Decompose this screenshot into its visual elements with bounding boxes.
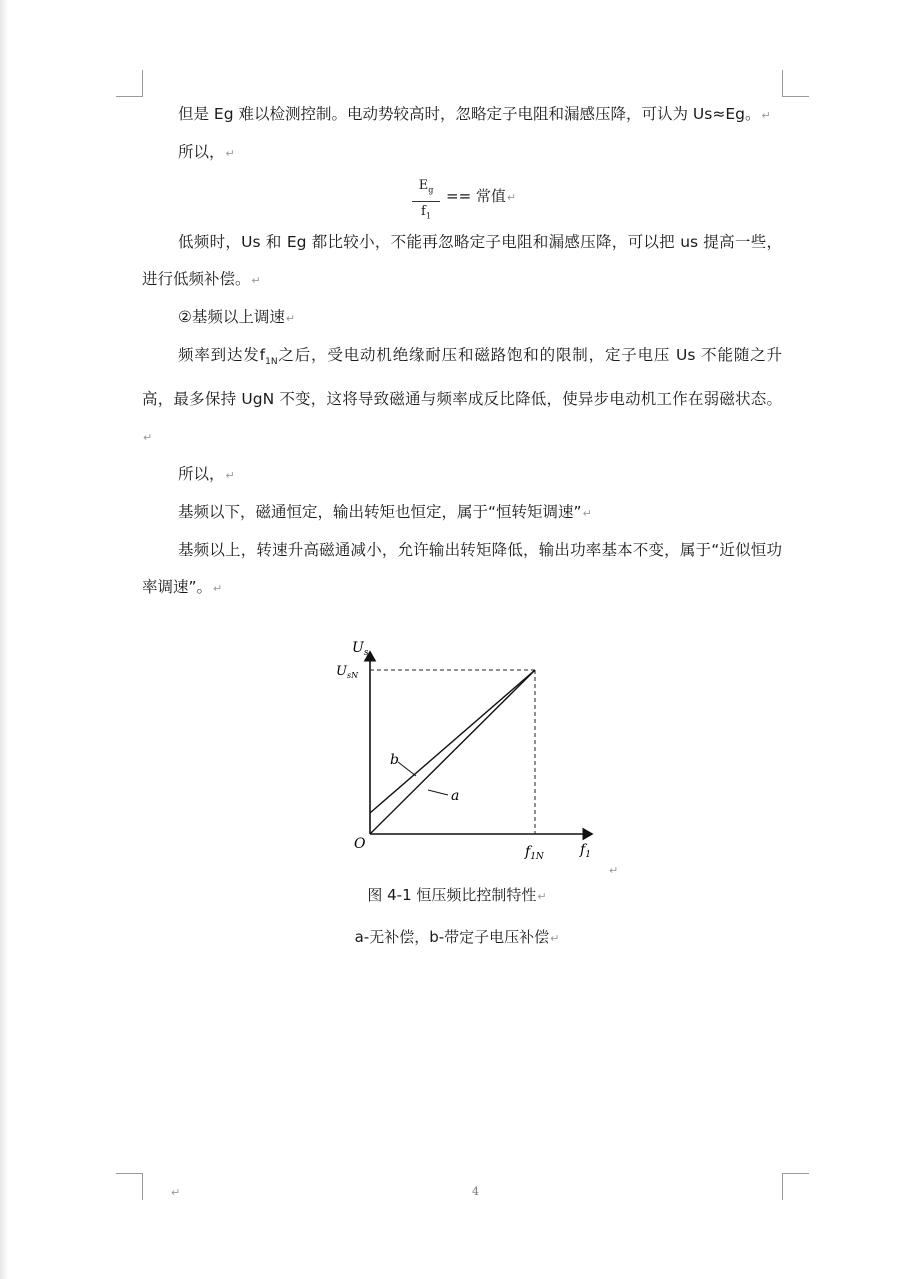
- figure-legend-caption: a-无补偿，b-带定子电压补偿↵: [354, 928, 560, 946]
- paragraph-mark: ↵: [550, 932, 560, 945]
- leader-a: [428, 790, 448, 795]
- paragraph-mark: ↵: [143, 431, 153, 445]
- paragraph-7: 基频以下，磁通恒定，输出转矩也恒定，属于“恒转矩调速”↵: [178, 503, 592, 522]
- paragraph-3: 低频时，Us 和 Eg 都比较小，不能再忽略定子电阻和漏感压降，可以把 us 提高一些，进行低频补偿。↵: [142, 233, 782, 288]
- paragraph-mark: ↵: [537, 890, 547, 903]
- x-tick-label: $f_{1N}$: [525, 844, 544, 862]
- line-b-label: b: [390, 752, 399, 768]
- crop-mark-bottom-left: [116, 1173, 143, 1200]
- vf-characteristic-figure: [330, 630, 620, 880]
- paragraph-8: 基频以上，转速升高磁通减小，允许输出转矩降低，输出功率基本不变，属于“近似恒功率调速”。↵: [142, 541, 782, 597]
- paragraph-mark: ↵: [506, 191, 517, 204]
- page-number: 4: [472, 1185, 479, 1198]
- figure-caption: 图 4-1 恒压频比控制特性↵: [367, 886, 547, 904]
- crop-mark-top-right: [782, 70, 809, 97]
- origin-label: O: [354, 836, 366, 852]
- body-text: [142, 96, 782, 607]
- crop-mark-top-left: [116, 70, 143, 97]
- formula-fraction: $\frac{E_g}{f_1}$: [412, 176, 440, 226]
- crop-mark-bottom-right: [782, 1173, 809, 1200]
- y-tick-label: $U_{sN}$: [336, 664, 359, 680]
- paragraph-mark: ↵: [225, 147, 235, 160]
- y-axis-label: $U_s$: [352, 640, 369, 658]
- x-axis-label: $f_1$: [580, 842, 591, 860]
- paragraph-mark: ↵: [213, 582, 223, 596]
- paragraph-mark: ↵: [225, 469, 235, 483]
- paragraph-mark: ↵: [285, 312, 296, 325]
- paragraph-6: 所以，↵: [178, 465, 235, 484]
- paragraph-mark: ↵: [582, 507, 592, 521]
- line-a-label: a: [451, 788, 460, 804]
- paragraph-5: 频率到达发$f_{1N}$之后，受电动机绝缘耐压和磁路饱和的限制，定子电压 Us 不能随之升高，最多保持 UgN 不变，这将导致磁通与频率成反比降低，使异步电动机工作在弱磁状态。↵: [142, 346, 782, 445]
- footer-paragraph-mark: ↵: [171, 1186, 181, 1199]
- page-shadow: [0, 0, 8, 1279]
- paragraph-mark: ↵: [251, 274, 261, 287]
- leader-b: [398, 762, 416, 776]
- paragraph-4: ②基频以上调速↵: [178, 308, 296, 326]
- figure-paragraph-mark: ↵: [609, 864, 619, 877]
- formula: [142, 176, 782, 220]
- paragraph-mark: ↵: [761, 109, 771, 122]
- formula-rhs: == 常值↵: [446, 187, 517, 205]
- paragraph-2: 所以，↵: [178, 143, 235, 161]
- paragraph-1: 但是 Eg 难以检测控制。电动势较高时，忽略定子电阻和漏感压降，可认为 Us≈Eg。↵: [178, 105, 771, 123]
